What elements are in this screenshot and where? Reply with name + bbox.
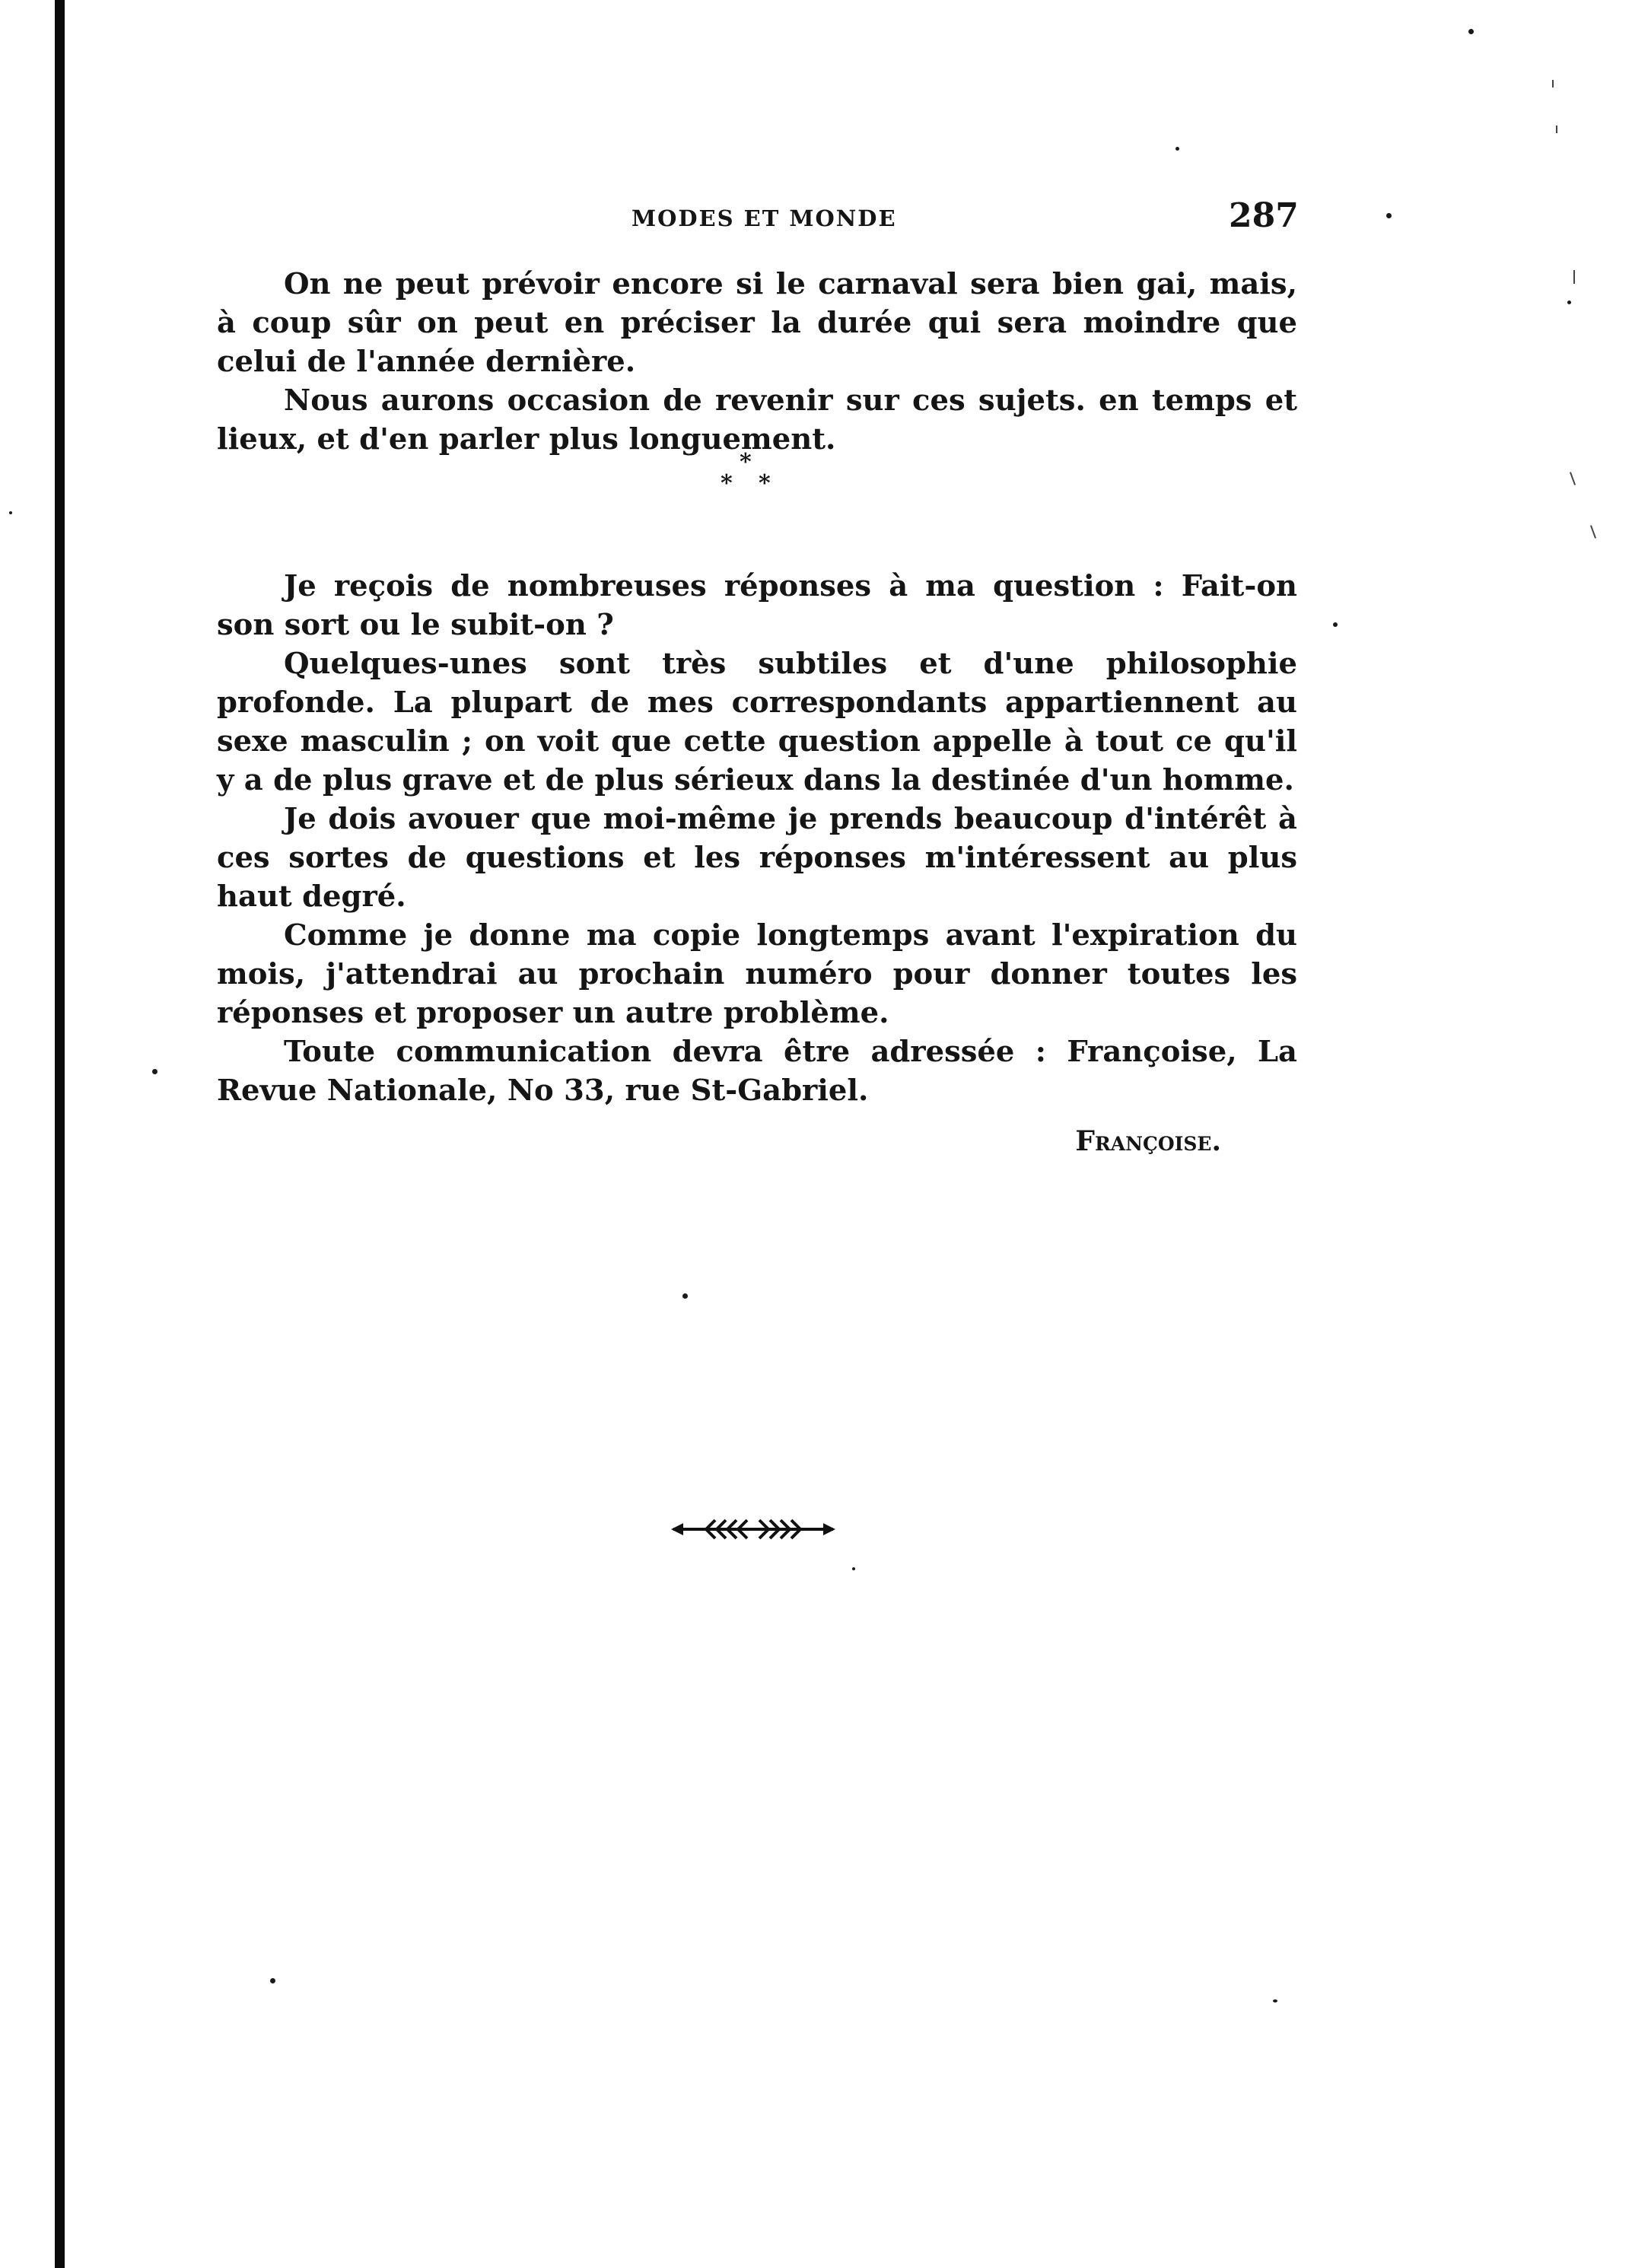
scan-speck xyxy=(9,511,12,514)
section-correspondence xyxy=(217,567,1297,1157)
scan-speck xyxy=(1273,1999,1277,2002)
paragraph: On ne peut prévoir encore si le carnaval sera bien gai, mais, à coup sûr on peut en préciser la durée qui sera moindre que celui de l'année dernière. xyxy=(217,267,1297,379)
paragraph: Quelques-unes sont très subtiles et d'une philosophie profonde. La plupart de mes correspondants appartiennent au sexe masculin ; on voit que cette question appelle à tout ce qu'il y a de plus grave et de plus sérieux dans la destinée d'un homme. xyxy=(217,647,1297,797)
scan-speck xyxy=(1175,147,1179,151)
page-number: 287 xyxy=(1229,196,1299,235)
section-carnaval xyxy=(217,265,1297,459)
asterism-star: * xyxy=(740,449,752,476)
paragraph: Nous aurons occasion de revenir sur ces sujets. en temps et lieux, et d'en parler plus longuement. xyxy=(217,383,1297,456)
scan-speck xyxy=(1552,80,1554,87)
asterism-star: * xyxy=(721,470,733,497)
scan-speck xyxy=(1468,29,1474,34)
scan-speck xyxy=(1570,472,1576,485)
scan-speck xyxy=(152,1069,157,1074)
end-ornament xyxy=(670,1514,837,1544)
scan-speck xyxy=(1590,525,1596,539)
paragraph: Comme je donne ma copie longtemps avant l'expiration du mois, j'attendrai au prochain numéro pour donner toutes les réponses et proposer un autre problème. xyxy=(217,918,1297,1030)
scan-speck xyxy=(852,1567,855,1570)
scan-speck xyxy=(1333,622,1338,627)
asterism-separator xyxy=(711,449,780,510)
page-binding-edge xyxy=(55,0,65,2268)
paragraph: Je reçois de nombreuses réponses à ma question : Fait-on son sort ou le subit-on ? xyxy=(217,569,1297,642)
scan-speck xyxy=(1567,301,1571,304)
running-head xyxy=(217,196,1297,242)
scan-speck xyxy=(1556,126,1557,133)
running-title: MODES ET MONDE xyxy=(631,205,897,231)
scan-speck xyxy=(682,1293,688,1299)
paragraph: Je dois avouer que moi-même je prends beaucoup d'intérêt à ces sortes de questions et les réponses m'intéressent au plus haut degré. xyxy=(217,802,1297,914)
asterism-star: * xyxy=(759,470,771,497)
scan-speck xyxy=(270,1978,275,1983)
signature: Françoise. xyxy=(1075,1125,1221,1157)
scan-speck xyxy=(1573,270,1575,284)
paragraph: Toute communication devra être adressée : Françoise, La Revue Nationale, No 33, rue St-Gabriel. xyxy=(217,1035,1297,1108)
scan-speck xyxy=(1386,213,1392,218)
